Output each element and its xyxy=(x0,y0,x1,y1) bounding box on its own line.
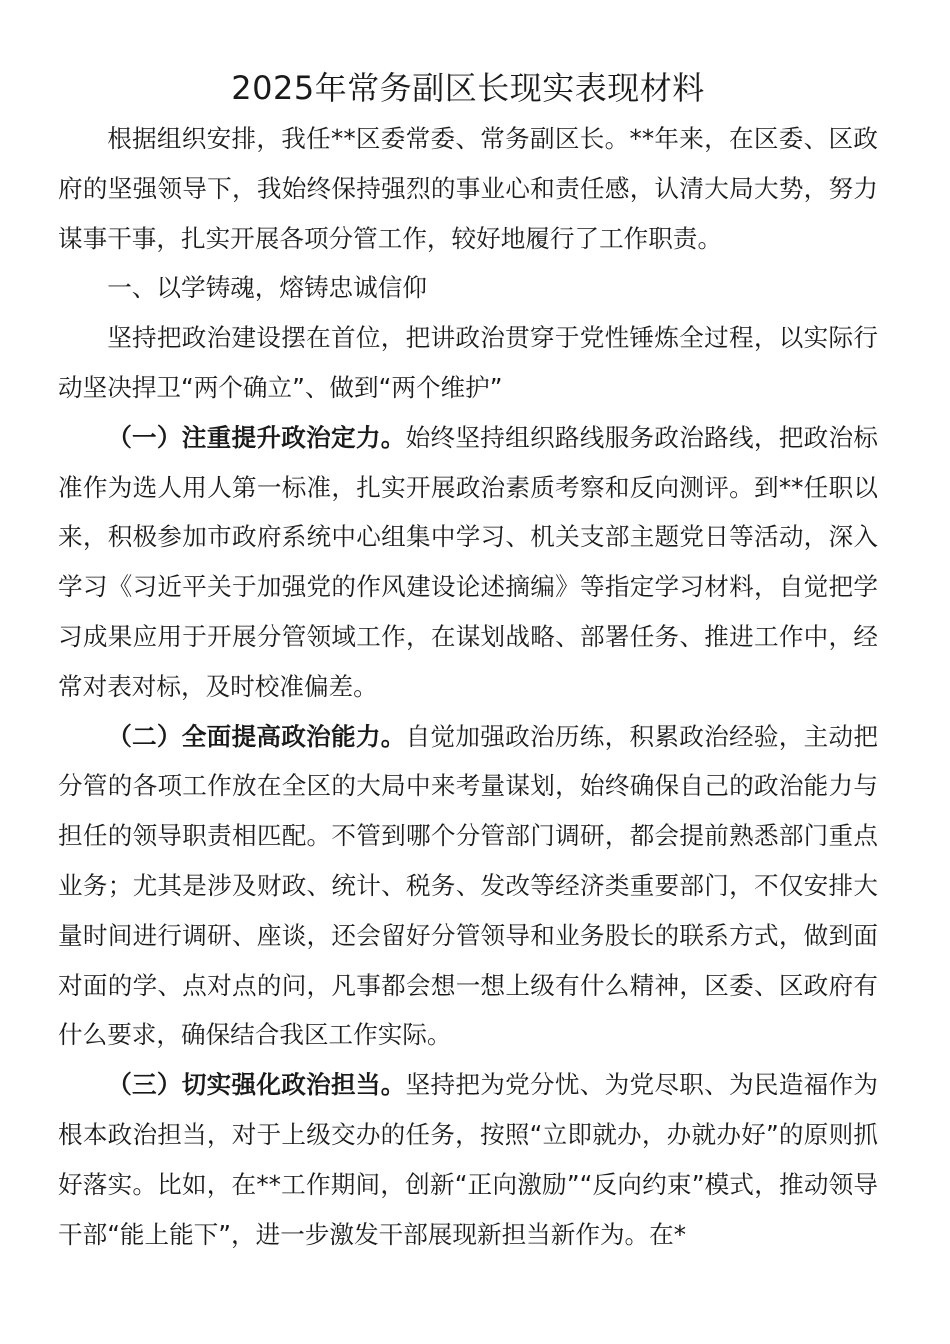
intro-paragraph: 根据组织安排，我任**区委常委、常务副区长。**年来，在区委、区政府的坚强领导下，我始终保持强烈的事业心和责任感，认清大局大势，努力谋事干事，扎实开展各项分管工作，较好地履行了工作职责。 xyxy=(58,124,878,253)
item-body-2: 自觉加强政治历练，积累政治经验，主动把分管的各项工作放在全区的大局中来考量谋划，始终确保自己的政治能力与担任的领导职责相匹配。不管到哪个分管部门调研，都会提前熟悉部门重点业务；尤其是涉及财政、统计、税务、发改等经济类重要部门，不仅安排大量时间进行调研、座谈，还会留好分管领导和业务股长的联系方式，做到面对面的学、点对点的问，凡事都会想一想上级有什么精神，区委、区政府有什么要求，确保结合我区工作实际。 xyxy=(58,721,878,1050)
item-lead-3: （三）切实强化政治担当。 xyxy=(107,1070,406,1100)
item-lead-1: （一）注重提升政治定力。 xyxy=(107,422,406,452)
document-title: 2025年常务副区长现实表现材料 xyxy=(231,69,705,107)
item-lead-2: （二）全面提高政治能力。 xyxy=(107,721,406,751)
item-body-3: 坚持把为党分忧、为党尽职、为民造福作为根本政治担当，对于上级交办的任务，按照“立即就办，办就办好”的原则抓好落实。比如，在**工作期间，创新“正向激励”“反向约束”模式，推动领导干部“能上能下”，进一步激发干部展现新担当新作为。在* xyxy=(58,1070,878,1249)
item-paragraph-1 xyxy=(58,413,878,712)
item-paragraph-2 xyxy=(58,712,878,1061)
item-paragraph-3 xyxy=(58,1060,878,1259)
section-summary-paragraph: 坚持把政治建设摆在首位，把讲政治贯穿于党性锤炼全过程，以实际行动坚决捍卫“两个确立”、做到“两个维护” xyxy=(58,323,878,402)
section-heading: 一、以学铸魂，熔铸忠诚信仰 xyxy=(107,273,427,303)
item-body-1: 始终坚持组织路线服务政治路线，把政治标准作为选人用人第一标准，扎实开展政治素质考察和反向测评。到**任职以来，积极参加市政府系统中心组集中学习、机关支部主题党日等活动，深入学习《习近平关于加强党的作风建设论述摘编》等指定学习材料，自觉把学习成果应用于开展分管领域工作，在谋划战略、部署任务、推进工作中，经常对表对标，及时校准偏差。 xyxy=(58,422,878,701)
